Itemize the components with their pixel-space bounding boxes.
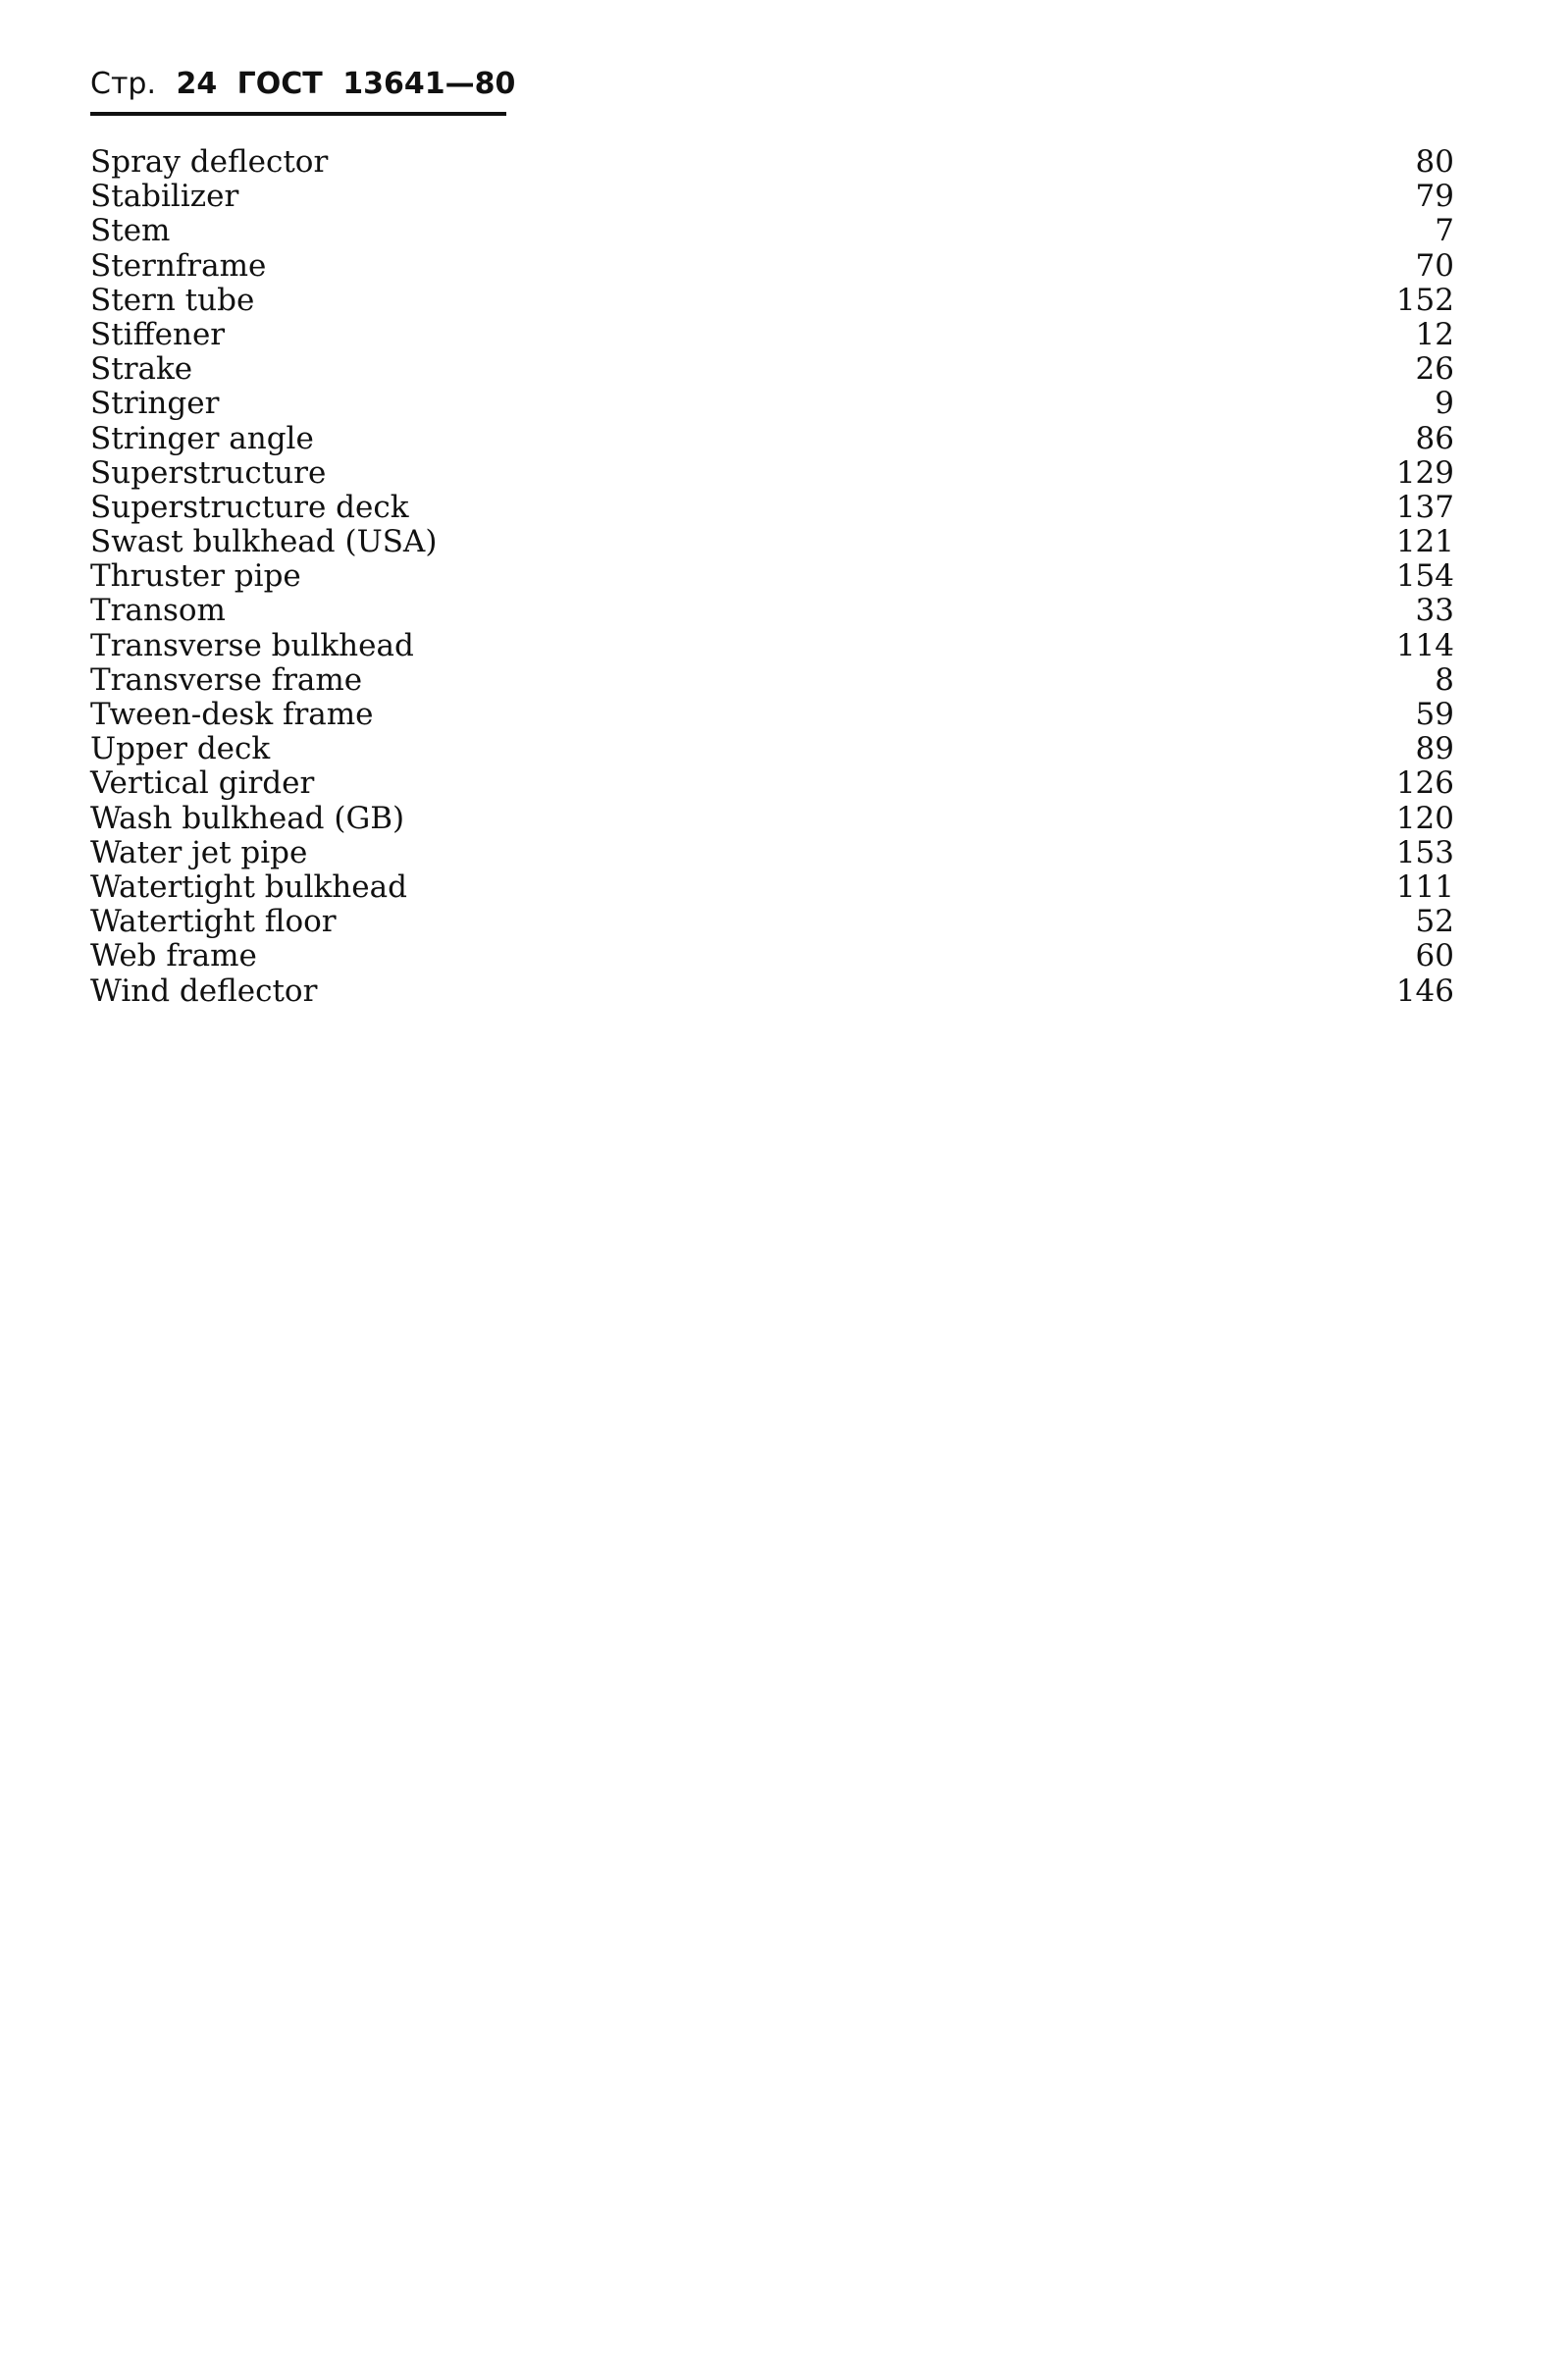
index-entry <box>90 352 1454 387</box>
entry-term: Stiffener <box>90 316 226 352</box>
entry-term: Watertight floor <box>90 904 337 940</box>
entry-number: 9 <box>1435 386 1454 422</box>
entry-term: Swast bulkhead (USA) <box>90 524 438 560</box>
entry-term: Stem <box>90 213 171 249</box>
entry-number: 153 <box>1395 834 1454 870</box>
entry-number: 79 <box>1415 179 1454 215</box>
index-entry <box>90 629 1454 663</box>
index-entry <box>90 732 1454 766</box>
entry-number: 89 <box>1415 731 1454 767</box>
entry-number: 137 <box>1395 489 1454 525</box>
entry-term: Watertight bulkhead <box>90 868 407 905</box>
page-label: Стр. <box>90 67 157 101</box>
index-entry <box>90 456 1454 491</box>
entry-number: 146 <box>1395 973 1454 1009</box>
entry-term: Upper deck <box>90 731 271 767</box>
entry-number: 121 <box>1395 524 1454 560</box>
entry-number: 70 <box>1415 247 1454 284</box>
entry-term: Vertical girder <box>90 765 315 802</box>
index-entry <box>90 939 1454 973</box>
entry-term: Transverse frame <box>90 661 363 698</box>
entry-number: 59 <box>1415 697 1454 732</box>
page-number: 24 <box>176 67 218 101</box>
entry-term: Strake <box>90 351 193 388</box>
entry-number: 86 <box>1415 420 1454 456</box>
entry-number: 26 <box>1415 351 1454 388</box>
entry-term: Web frame <box>90 938 257 974</box>
index-entry <box>90 491 1454 525</box>
entry-term: Transverse bulkhead <box>90 627 414 663</box>
entry-term: Stringer <box>90 386 220 422</box>
entry-term: Sternframe <box>90 247 267 284</box>
entry-number: 7 <box>1435 213 1454 249</box>
entry-number: 129 <box>1395 454 1454 491</box>
index-entry <box>90 870 1454 905</box>
entry-term: Stabilizer <box>90 179 239 215</box>
entry-number: 60 <box>1415 938 1454 974</box>
index-entry <box>90 318 1454 352</box>
index-entry <box>90 422 1454 456</box>
entry-term: Wash bulkhead (GB) <box>90 800 405 836</box>
document-number: 13641—80 <box>342 67 516 101</box>
entry-term: Water jet pipe <box>90 834 308 870</box>
entry-number: 111 <box>1395 868 1454 905</box>
standard-label: ГОСТ <box>236 67 323 101</box>
index-entry <box>90 249 1454 284</box>
entry-term: Spray deflector <box>90 144 329 180</box>
index-entry <box>90 559 1454 594</box>
index-entry <box>90 214 1454 248</box>
entry-term: Stringer angle <box>90 420 314 456</box>
entry-number: 152 <box>1395 282 1454 318</box>
index-entry <box>90 525 1454 559</box>
entry-number: 154 <box>1395 558 1454 595</box>
entry-term: Thruster pipe <box>90 558 301 595</box>
index-entry <box>90 766 1454 801</box>
entry-term: Superstructure deck <box>90 489 409 525</box>
index-entry <box>90 180 1454 214</box>
index-entry <box>90 974 1454 1009</box>
entry-number: 80 <box>1415 144 1454 180</box>
term-index-list <box>90 145 1454 1009</box>
entry-number: 126 <box>1395 765 1454 802</box>
index-entry <box>90 905 1454 939</box>
entry-term: Tween-desk frame <box>90 697 374 732</box>
entry-term: Transom <box>90 593 226 629</box>
entry-term: Wind deflector <box>90 973 318 1009</box>
entry-number: 33 <box>1415 593 1454 629</box>
index-entry <box>90 145 1454 180</box>
index-entry <box>90 594 1454 628</box>
index-entry <box>90 698 1454 732</box>
entry-term: Superstructure <box>90 454 327 491</box>
entry-term: Stern tube <box>90 282 255 318</box>
entry-number: 120 <box>1395 800 1454 836</box>
index-entry <box>90 802 1454 836</box>
entry-number: 12 <box>1415 316 1454 352</box>
index-entry <box>90 284 1454 318</box>
page-header <box>90 61 516 116</box>
entry-number: 8 <box>1435 661 1454 698</box>
entry-number: 114 <box>1395 627 1454 663</box>
index-entry <box>90 663 1454 698</box>
entry-number: 52 <box>1415 904 1454 940</box>
index-entry <box>90 836 1454 870</box>
index-entry <box>90 387 1454 421</box>
